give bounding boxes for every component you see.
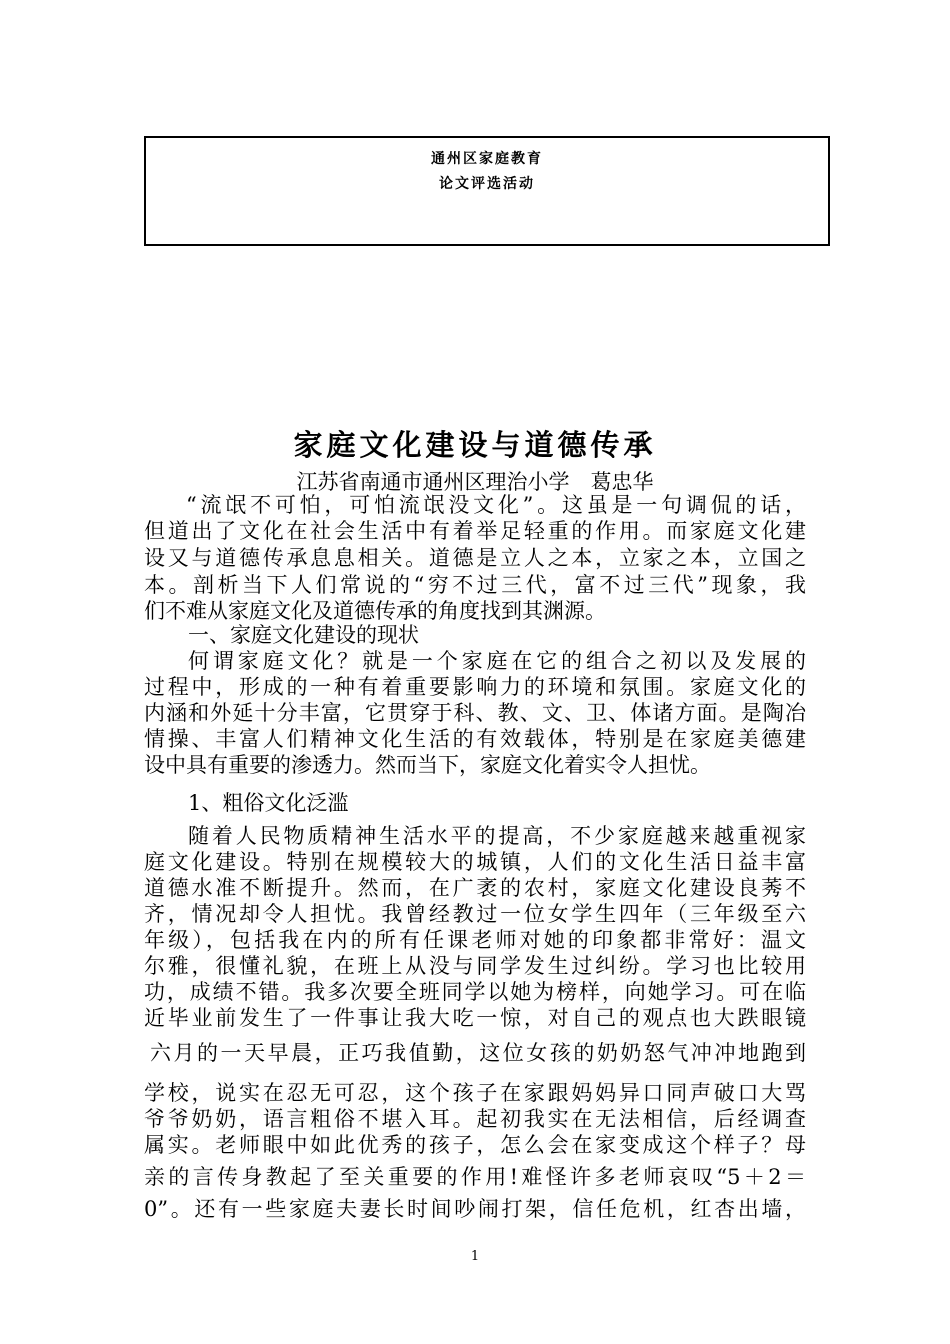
text-line: 六月的一天早晨，正巧我值勤，这位女孩的奶奶怒气冲冲地跑到 <box>150 1041 806 1065</box>
text-line: 设中具有重要的渗透力。然而当下，家庭文化着实令人担忧。 <box>144 753 711 777</box>
text-line: 本。剖析当下人们常说的“穷不过三代，富不过三代”现象，我 <box>144 573 806 597</box>
header-box-line-2: 论文评选活动 <box>439 176 535 192</box>
text-line: 们不难从家庭文化及道德传承的角度找到其渊源。 <box>144 599 606 623</box>
text-line: 近毕业前发生了一件事让我大吃一惊，对自己的观点也大跌眼镜 <box>144 1006 806 1030</box>
text-line: 爷爷奶奶，语言粗俗不堪入耳。起初我实在无法相信，后经调查 <box>144 1107 806 1131</box>
text-line: 年级），包括我在内的所有任课老师对她的印象都非常好：温文 <box>144 928 806 952</box>
page-number: 1 <box>470 1249 480 1264</box>
document-title: 家庭文化建设与道德传承 <box>293 428 657 462</box>
text-line: 情操、丰富人们精神文化生活的有效载体，特别是在家庭美德建 <box>144 727 806 751</box>
text-line: 属实。老师眼中如此优秀的孩子，怎么会在家变成这个样子？母 <box>144 1133 806 1157</box>
text-line: 道德水准不断提升。然而，在广袤的农村，家庭文化建设良莠不 <box>144 876 806 900</box>
header-box <box>144 136 830 246</box>
text-line: “流氓不可怕，可怕流氓没文化”。这虽是一句调侃的话， <box>186 493 806 517</box>
text-line: 齐，情况却令人担忧。我曾经教过一位女学生四年（三年级至六 <box>144 902 806 926</box>
text-line: 尔雅，很懂礼貌，在班上从没与同学发生过纠纷。学习也比较用 <box>144 954 806 978</box>
text-line: 功，成绩不错。我多次要全班同学以她为榜样，向她学习。可在临 <box>144 980 806 1004</box>
section-heading: 一、家庭文化建设的现状 <box>188 623 419 647</box>
text-line: 内涵和外延十分丰富，它贯穿于科、教、文、卫、体诸方面。是陶冶 <box>144 701 806 725</box>
text-line: 0”。还有一些家庭夫妻长时间吵闹打架，信任危机，红杏出墙， <box>144 1197 806 1221</box>
subsection-heading: 1、粗俗文化泛滥 <box>188 791 349 815</box>
text-line: 庭文化建设。特别在规模较大的城镇，人们的文化生活日益丰富 <box>144 850 806 874</box>
text-line: 学校，说实在忍无可忍，这个孩子在家跟妈妈异口同声破口大骂 <box>144 1081 806 1105</box>
text-line: 过程中，形成的一种有着重要影响力的环境和氛围。家庭文化的 <box>144 675 806 699</box>
text-line: 但道出了文化在社会生活中有着举足轻重的作用。而家庭文化建 <box>144 519 806 543</box>
text-line: 何谓家庭文化？就是一个家庭在它的组合之初以及发展的 <box>188 649 806 673</box>
text-line: 设又与道德传承息息相关。道德是立人之本，立家之本，立国之 <box>144 546 806 570</box>
header-box-line-1: 通州区家庭教育 <box>431 151 543 167</box>
text-line: 随着人民物质精神生活水平的提高，不少家庭越来越重视家 <box>188 824 806 848</box>
text-line: 亲的言传身教起了至关重要的作用!难怪许多老师哀叹“5＋2＝ <box>144 1165 806 1189</box>
author-line: 江苏省南通市通州区理治小学 葛忠华 <box>296 470 654 494</box>
